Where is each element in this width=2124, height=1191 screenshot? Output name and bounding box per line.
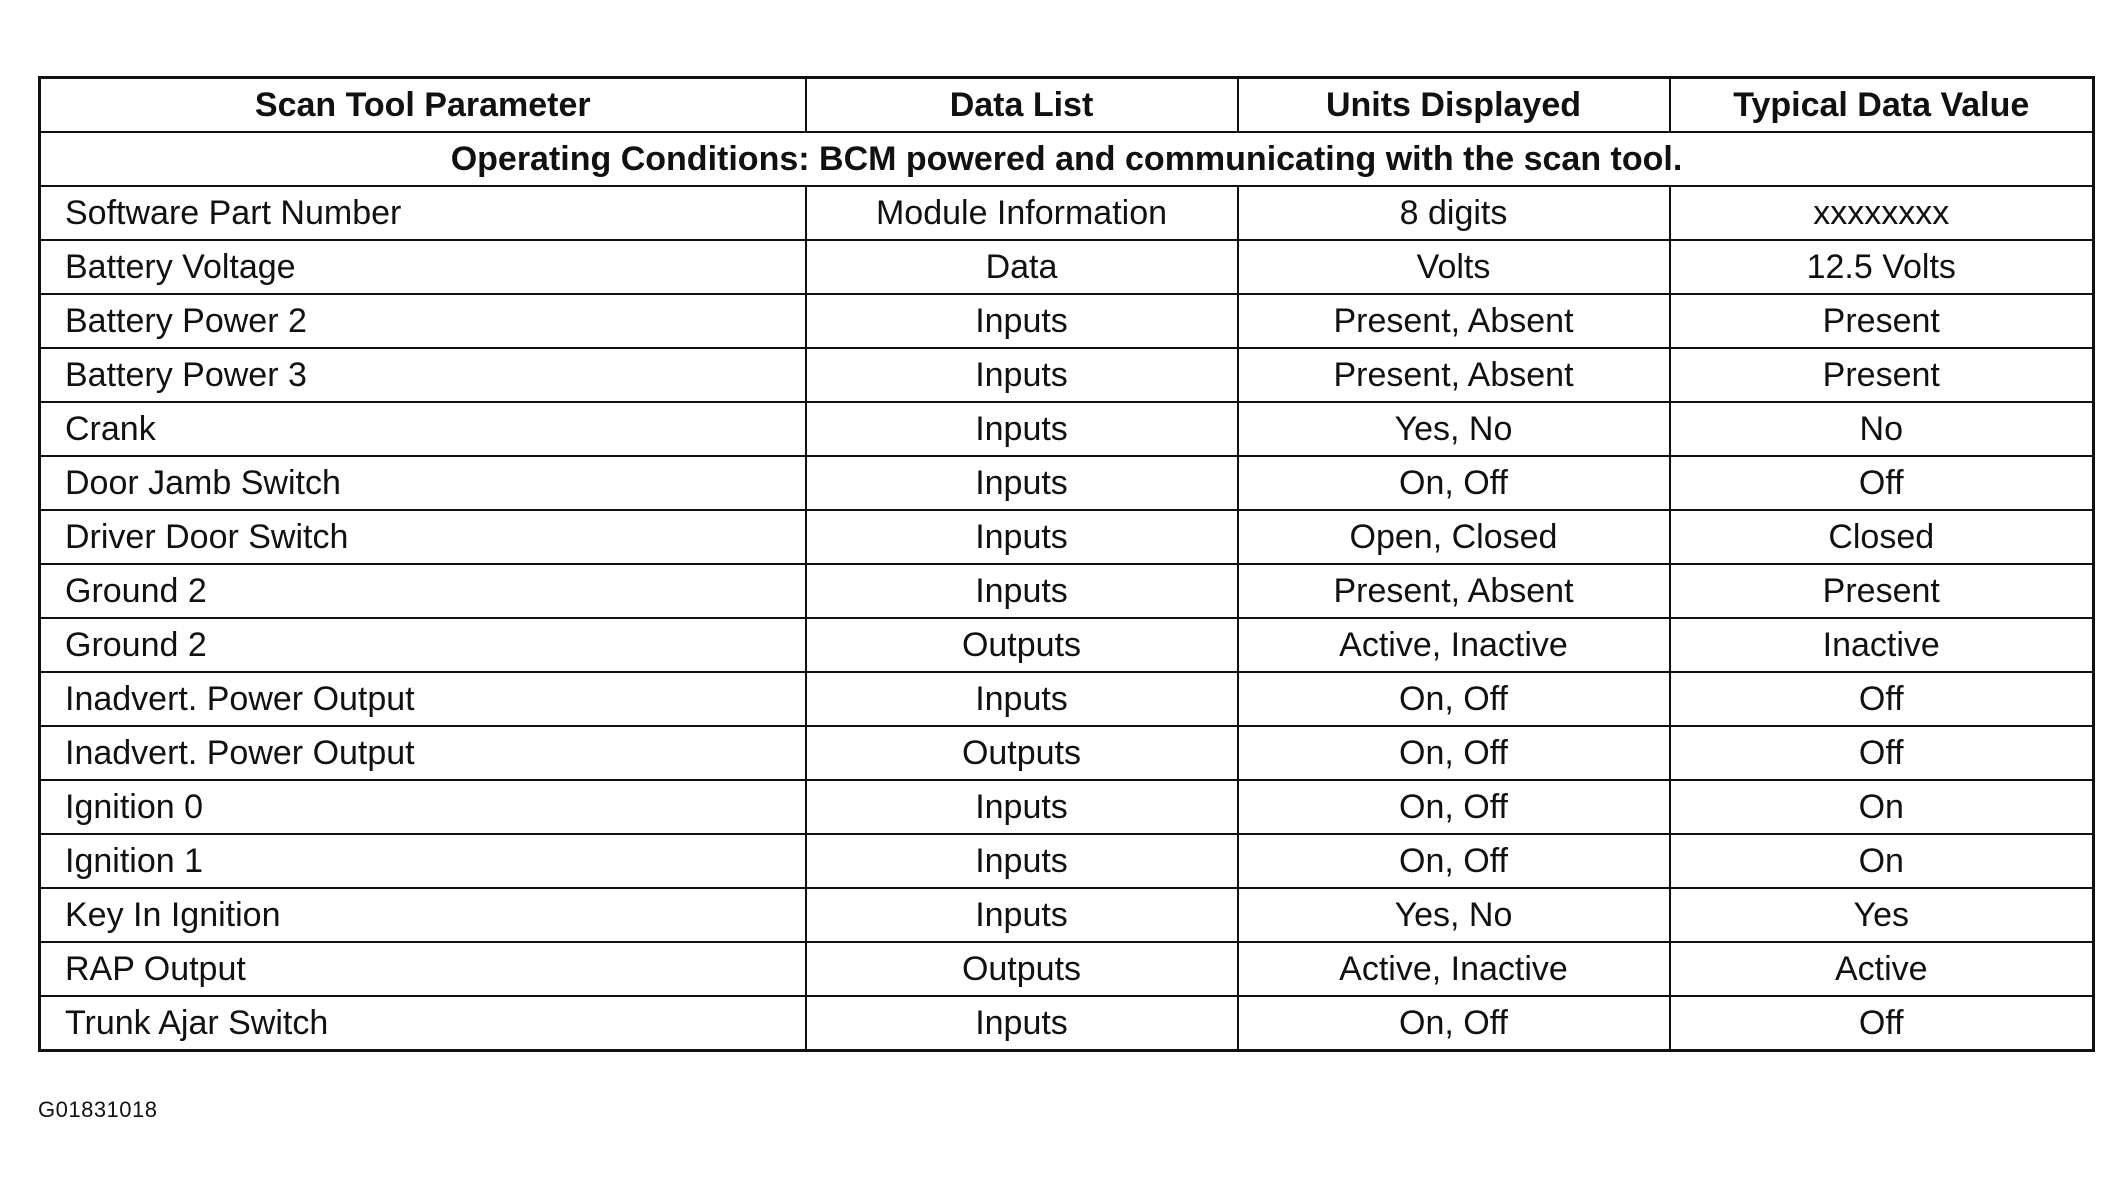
cell-scan-tool-parameter: Battery Voltage [40,240,806,294]
cell-typical-data-value: Off [1670,456,2094,510]
table-row [40,510,2094,564]
cell-units-displayed: Yes, No [1238,888,1670,942]
cell-typical-data-value: On [1670,834,2094,888]
cell-data-list: Outputs [806,726,1238,780]
cell-typical-data-value: On [1670,780,2094,834]
header-scan-tool-parameter: Scan Tool Parameter [40,78,806,133]
cell-units-displayed: On, Off [1238,834,1670,888]
cell-data-list: Inputs [806,294,1238,348]
cell-units-displayed: On, Off [1238,456,1670,510]
cell-units-displayed: Volts [1238,240,1670,294]
table-row [40,240,2094,294]
cell-units-displayed: 8 digits [1238,186,1670,240]
cell-data-list: Inputs [806,402,1238,456]
cell-typical-data-value: Closed [1670,510,2094,564]
cell-scan-tool-parameter: Ground 2 [40,618,806,672]
cell-data-list: Inputs [806,348,1238,402]
cell-scan-tool-parameter: Battery Power 2 [40,294,806,348]
cell-scan-tool-parameter: Trunk Ajar Switch [40,996,806,1051]
cell-scan-tool-parameter: Key In Ignition [40,888,806,942]
cell-units-displayed: On, Off [1238,726,1670,780]
cell-data-list: Inputs [806,888,1238,942]
table-row [40,996,2094,1051]
cell-data-list: Outputs [806,618,1238,672]
cell-typical-data-value: Yes [1670,888,2094,942]
cell-units-displayed: Yes, No [1238,402,1670,456]
cell-scan-tool-parameter: Inadvert. Power Output [40,672,806,726]
cell-typical-data-value: Off [1670,996,2094,1051]
cell-data-list: Inputs [806,672,1238,726]
cell-data-list: Module Information [806,186,1238,240]
cell-units-displayed: On, Off [1238,780,1670,834]
table-row [40,402,2094,456]
cell-scan-tool-parameter: Battery Power 3 [40,348,806,402]
cell-scan-tool-parameter: Door Jamb Switch [40,456,806,510]
cell-data-list: Inputs [806,456,1238,510]
table-row [40,456,2094,510]
cell-typical-data-value: No [1670,402,2094,456]
cell-typical-data-value: Off [1670,726,2094,780]
cell-data-list: Inputs [806,510,1238,564]
cell-data-list: Outputs [806,942,1238,996]
table-row [40,294,2094,348]
table-row [40,780,2094,834]
cell-scan-tool-parameter: Ignition 1 [40,834,806,888]
cell-typical-data-value: xxxxxxxx [1670,186,2094,240]
figure-id: G01831018 [38,1097,158,1122]
cell-typical-data-value: Present [1670,348,2094,402]
cell-data-list: Inputs [806,834,1238,888]
cell-units-displayed: Present, Absent [1238,294,1670,348]
header-units-displayed: Units Displayed [1238,78,1670,133]
cell-data-list: Inputs [806,564,1238,618]
table-row [40,672,2094,726]
cell-data-list: Data [806,240,1238,294]
table-row [40,942,2094,996]
header-typical-data-value: Typical Data Value [1670,78,2094,133]
cell-scan-tool-parameter: Inadvert. Power Output [40,726,806,780]
table-row [40,888,2094,942]
cell-scan-tool-parameter: RAP Output [40,942,806,996]
cell-units-displayed: Open, Closed [1238,510,1670,564]
cell-typical-data-value: 12.5 Volts [1670,240,2094,294]
cell-units-displayed: On, Off [1238,672,1670,726]
table-body [40,132,2094,1051]
table-header-row [40,78,2094,133]
table-row [40,726,2094,780]
cell-units-displayed: Present, Absent [1238,564,1670,618]
table-row [40,834,2094,888]
cell-typical-data-value: Active [1670,942,2094,996]
table-row [40,618,2094,672]
operating-conditions: Operating Conditions: BCM powered and communicating with the scan tool. [40,132,2094,186]
cell-scan-tool-parameter: Ground 2 [40,564,806,618]
cell-scan-tool-parameter: Software Part Number [40,186,806,240]
cell-data-list: Inputs [806,780,1238,834]
cell-units-displayed: On, Off [1238,996,1670,1051]
operating-conditions-row [40,132,2094,186]
cell-data-list: Inputs [806,996,1238,1051]
table-row [40,186,2094,240]
table-row [40,348,2094,402]
table-row [40,564,2094,618]
cell-scan-tool-parameter: Driver Door Switch [40,510,806,564]
cell-typical-data-value: Present [1670,294,2094,348]
scan-tool-parameter-table [38,76,2095,1052]
scan-tool-data-sheet [38,76,2092,1052]
cell-units-displayed: Active, Inactive [1238,618,1670,672]
header-data-list: Data List [806,78,1238,133]
cell-units-displayed: Present, Absent [1238,348,1670,402]
cell-typical-data-value: Inactive [1670,618,2094,672]
cell-scan-tool-parameter: Crank [40,402,806,456]
cell-scan-tool-parameter: Ignition 0 [40,780,806,834]
cell-typical-data-value: Present [1670,564,2094,618]
cell-units-displayed: Active, Inactive [1238,942,1670,996]
cell-typical-data-value: Off [1670,672,2094,726]
